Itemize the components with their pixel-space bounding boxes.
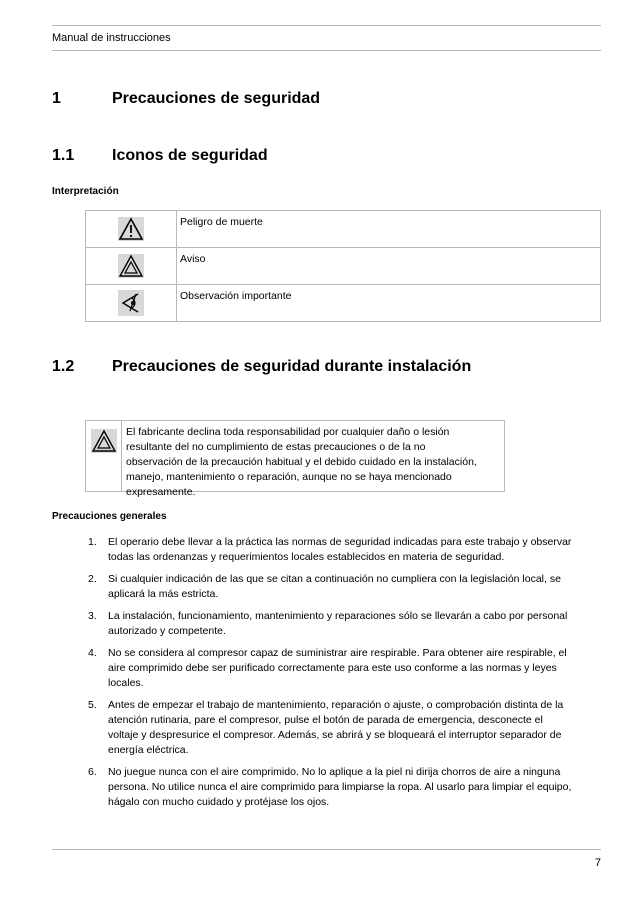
section-1-title: Precauciones de seguridad (112, 90, 321, 107)
list-item: 4. No se considera al compresor capaz de suministrar aire respirable. Para obtener aire respirable, el aire comprimido debe ser purificado correctamente para este uso conforme a las normas y leyes locales. (88, 647, 567, 689)
warning-icon (91, 429, 117, 453)
list-item: 5. Antes de empezar el trabajo de mantenimiento, reparación o ajuste, o comprobación distinta de la atención rutinaria, pare el compresor, pulse el botón de parada de emergencia, desconecte el voltaje y despresurice el compresor. Además, se abrirá y se bloqueará el interruptor separador de energía eléctrica. (88, 699, 564, 756)
interpretacion-label: Interpretación (52, 186, 119, 197)
notice-line: manejo, mantenimiento o reparación, aunque no se haya mencionado (126, 471, 452, 483)
list-item-number: 5. (88, 699, 97, 711)
section-1-1-number: 1.1 (52, 147, 75, 164)
list-item-number: 1. (88, 536, 97, 548)
important-note-eye-icon (118, 290, 144, 316)
warning-icon (118, 254, 144, 278)
icon-row-important-text: Observación importante (177, 285, 601, 322)
list-item: 3. La instalación, funcionamiento, mantenimiento y reparaciones sólo se llevarán a cabo por personal autorizado y competente. (88, 610, 568, 637)
header-top-rule (52, 25, 601, 26)
manufacturer-notice-text (126, 425, 498, 500)
section-1-heading (52, 90, 320, 108)
icon-row-danger-text: Peligro de muerte (177, 211, 601, 248)
precauciones-generales-label: Precauciones generales (52, 511, 167, 522)
list-item-number: 2. (88, 573, 97, 585)
safety-icons-table (85, 210, 601, 322)
icon-row-danger (86, 211, 601, 248)
notice-line: resultante del no cumplimiento de estas precauciones o de la no (126, 441, 426, 453)
notice-line: observación de la precaución habitual y el debido cuidado en la instalación, (126, 456, 477, 468)
section-1-2-heading (52, 358, 471, 376)
section-1-number: 1 (52, 90, 61, 107)
section-1-2-title: Precauciones de seguridad durante instalación (112, 358, 472, 375)
section-1-1-heading (52, 147, 268, 165)
notice-line: expresamente. (126, 486, 196, 498)
list-item: 6. No juegue nunca con el aire comprimido. No lo aplique a la piel ni dirija chorros de aire a ninguna persona. No utilice nunca el aire comprimido para limpiarse la ropa. Al usarlo para limpiar el equipo, hágalo con mucho cuidado y protéjase los ojos. (88, 766, 572, 808)
icon-row-important (86, 285, 601, 322)
icon-row-warning-text: Aviso (177, 248, 601, 285)
header-bottom-rule (52, 50, 601, 51)
notice-line: El fabricante declina toda responsabilidad por cualquier daño o lesión (126, 426, 450, 438)
list-item: 2. Si cualquier indicación de las que se citan a continuación no cumpliera con la legislación local, se aplicará la más estricta. (88, 573, 561, 600)
danger-warning-icon (118, 217, 144, 241)
footer-rule (52, 849, 601, 850)
general-precautions-list (85, 535, 601, 817)
page-number: 7 (594, 857, 601, 869)
icon-row-warning (86, 248, 601, 285)
list-item-number: 4. (88, 647, 97, 659)
list-item-number: 3. (88, 610, 97, 622)
section-1-1-title: Iconos de seguridad (112, 147, 268, 164)
list-item: 1. El operario debe llevar a la práctica las normas de seguridad indicadas para este trabajo y observar todas las ordenanzas y requerimientos locales establecidos en materia de seguridad. (88, 536, 572, 563)
list-item-number: 6. (88, 766, 97, 778)
section-1-2-number: 1.2 (52, 358, 75, 375)
manufacturer-notice-box (85, 420, 505, 498)
header-title: Manual de instrucciones (52, 32, 171, 44)
